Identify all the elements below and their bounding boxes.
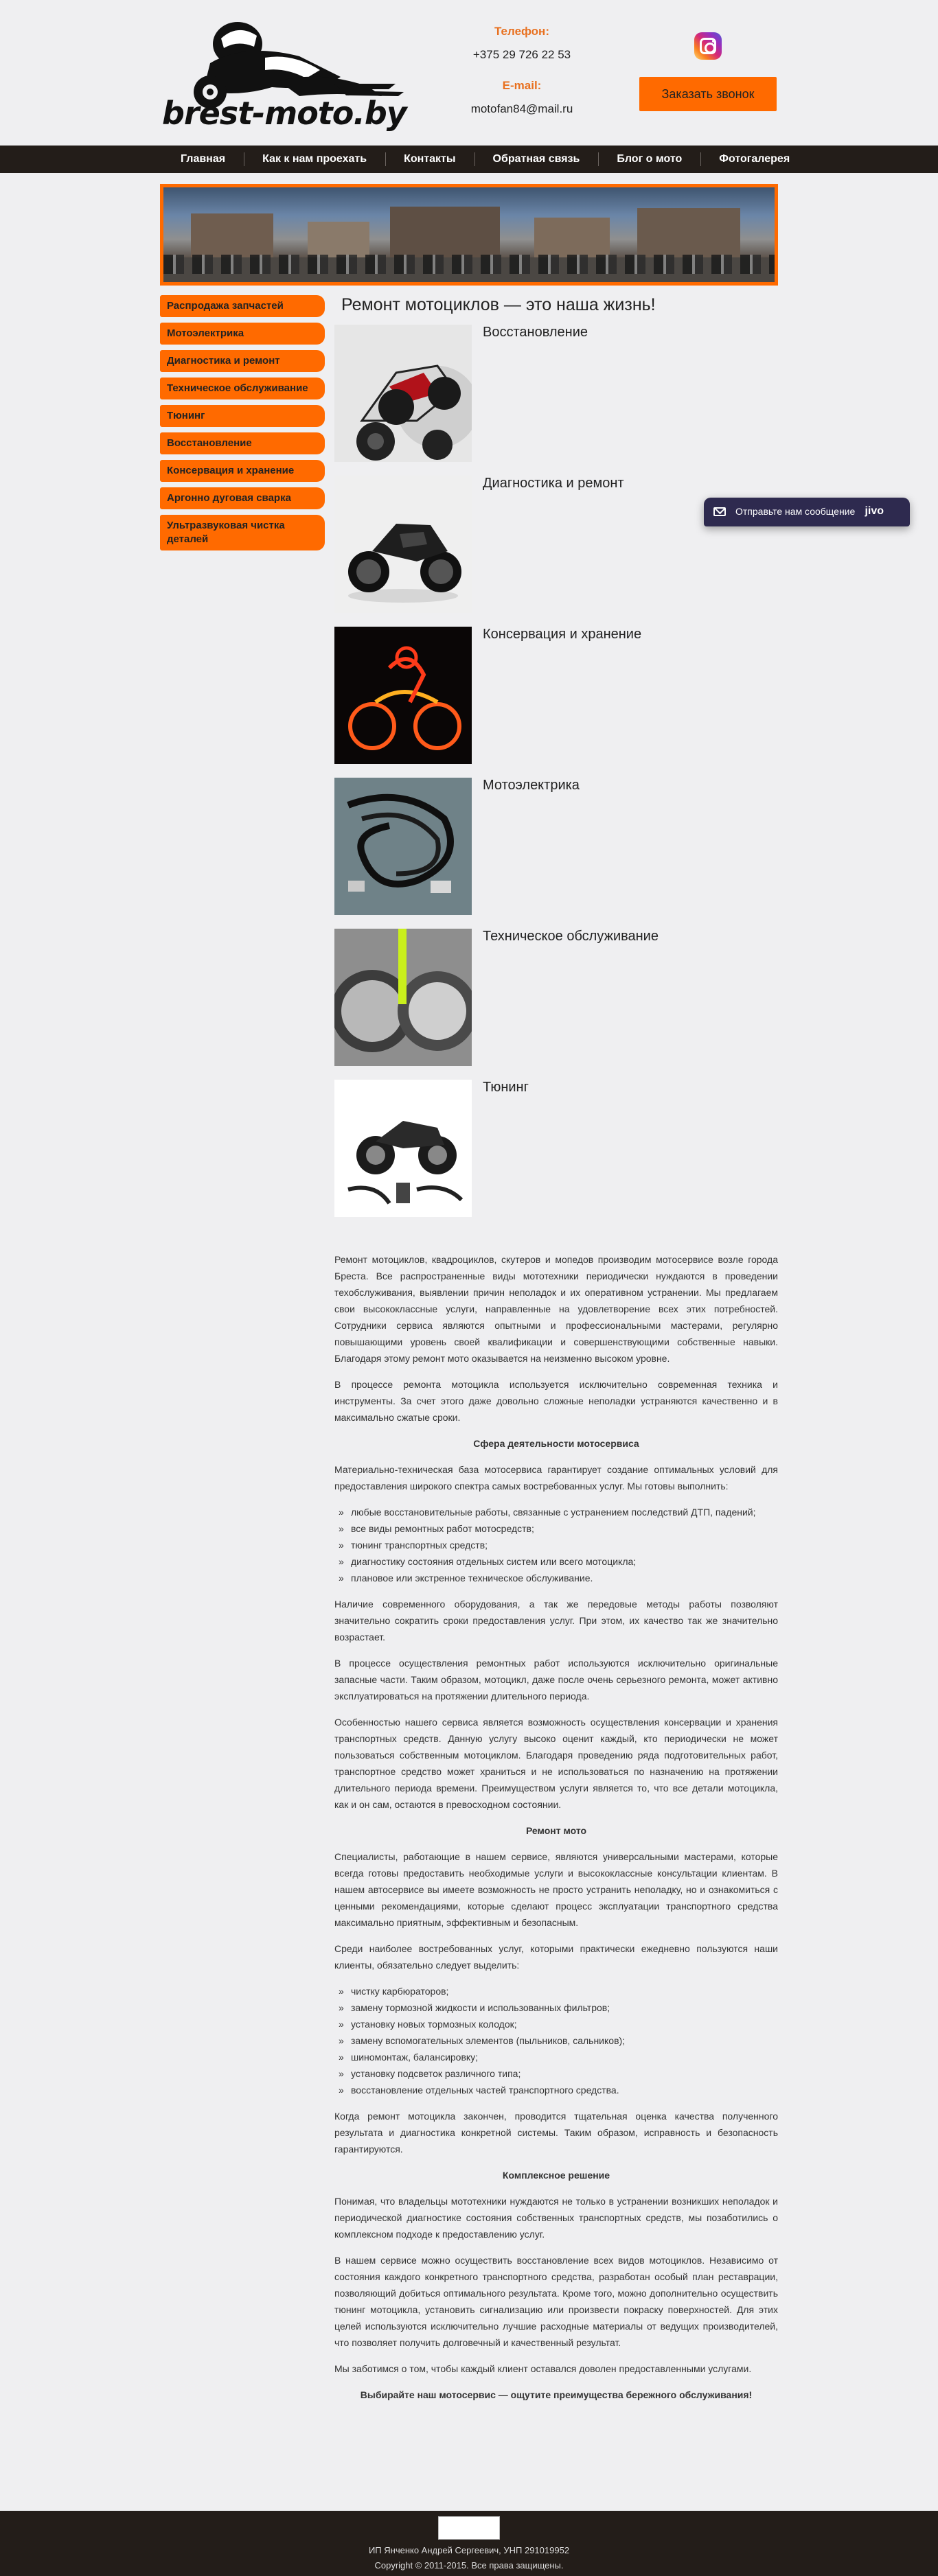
- popular-services-list: [334, 1983, 778, 2098]
- sidebar-item-argon-welding[interactable]: Аргонно дуговая сварка: [160, 487, 325, 509]
- email-address[interactable]: motofan84@mail.ru: [470, 102, 573, 115]
- main-content: [334, 295, 778, 2413]
- service-title[interactable]: Диагностика и ремонт: [483, 476, 624, 491]
- sidebar-item-tuning[interactable]: Тюнинг: [160, 405, 325, 427]
- service-card[interactable]: [334, 627, 778, 778]
- header-banner-image: [160, 184, 778, 286]
- list-item: » плановое или экстренное техническое обслуживание.: [348, 1570, 778, 1586]
- phone-number[interactable]: +375 29 726 22 53: [472, 48, 571, 61]
- closing-slogan: Выбирайте наш мотосервис — ощутите преимущества бережного обслуживания!: [360, 2389, 753, 2400]
- paragraph: Особенностью нашего сервиса является возможность осуществления консервации и хранения транспортных средств. Данную услугу высоко оценит каждый, кто периодически не может пользоваться собственным мотоциклом. Благодаря проведению ряда подготовительных работ, транспортное средство может храниться и не использоваться по назначению на протяжении длительного периода времени. Преимуществом услуги является то, что все детали мотоцикла, как и он сам, остаются в превосходном состоянии.: [334, 1717, 778, 1810]
- list-item: » диагностику состояния отдельных систем или всего мотоцикла;: [348, 1553, 778, 1570]
- nav-item-contacts[interactable]: Контакты: [385, 146, 474, 173]
- list-item: » все виды ремонтных работ мотосредств;: [348, 1520, 778, 1537]
- paragraph: Материально-техническая база мотосервиса гарантирует создание оптимальных условий для предоставления широкого спектра самых востребованных услуг. Мы готовы выполнить:: [334, 1464, 778, 1492]
- section-heading: Комплексное решение: [502, 2170, 610, 2181]
- sidebar-item-maintenance[interactable]: Техническое обслуживание: [160, 378, 325, 399]
- site-logo[interactable]: [162, 15, 407, 132]
- jivo-chat-widget[interactable]: [704, 498, 910, 526]
- list-item: » замену вспомогательных элементов (пыльников, сальников);: [348, 2032, 778, 2049]
- chat-brand: jivo: [865, 505, 884, 517]
- nav-item-blog[interactable]: Блог о мото: [598, 146, 700, 173]
- company-info: ИП Янченко Андрей Сергеевич, УНП 291019952: [368, 2545, 570, 2555]
- service-image-tuning[interactable]: [334, 1080, 472, 1217]
- list-item: » шиномонтаж, балансировку;: [348, 2049, 778, 2065]
- page-title: Ремонт мотоциклов — это наша жизнь!: [341, 295, 656, 314]
- section-heading: Сфера деятельности мотосервиса: [473, 1438, 639, 1449]
- sidebar-item-parts-sale[interactable]: Распродажа запчастей: [160, 295, 325, 317]
- logo-text: brest-moto.by: [162, 95, 407, 132]
- nav-item-directions[interactable]: Как к нам проехать: [244, 146, 385, 173]
- envelope-icon: [713, 507, 726, 516]
- list-item: » замену тормозной жидкости и использованных фильтров;: [348, 1999, 778, 2016]
- nav-item-feedback[interactable]: Обратная связь: [474, 146, 599, 173]
- header: [0, 0, 938, 146]
- list-item: » установку новых тормозных колодок;: [348, 2016, 778, 2032]
- footer: [0, 2511, 938, 2576]
- nav-item-home[interactable]: Главная: [181, 153, 226, 165]
- paragraph: В нашем сервисе можно осуществить восстановление всех видов мотоциклов. Независимо от состояния каждого конкретного транспортного средства, разработан особый план реставрации, позволяющий добиться оптимального результата. Кроме того, можно дополнительно осуществить тюнинг мотоцикла, установить сигнализацию или произвести покраску поверхностей. Для этих целей используются исключительно лучшие расходные материалы от ведущих производителей, что позволяет получить долговечный и качественный результат.: [334, 2255, 778, 2348]
- paragraph: Понимая, что владельцы мототехники нуждаются не только в устранении возникших неполадок и периодической диагностике состояния собственных транспортных средств, мы позаботились о комплексном подходе к предоставлению услуг.: [334, 2196, 778, 2240]
- nav-item-gallery[interactable]: Фотогалерея: [700, 146, 808, 173]
- chat-label: Отправьте нам сообщение: [735, 506, 856, 517]
- service-image-electrics[interactable]: [334, 778, 472, 915]
- sidebar-item-moto-electrics[interactable]: Мотоэлектрика: [160, 323, 325, 345]
- paragraph: Специалисты, работающие в нашем сервисе, являются универсальными мастерами, которые всегда готовы предоставить необходимые услуги и высококлассные консультации клиентам. В нашем автосервисе вы имеете возможность не просто устранить неполадку, но и ознакомиться с ценными рекомендациями, которые сделают процесс эксплуатации транспортного средства максимально приятным, эффективным и безопасным.: [334, 1851, 778, 1928]
- paragraph: В процессе осуществления ремонтных работ используются исключительно оригинальные запасные части. Таким образом, мотоцикл, даже после очень серьезного ремонта, может активно эксплуатироваться на протяжении длительного периода.: [334, 1658, 778, 1702]
- instagram-icon[interactable]: [694, 32, 722, 60]
- email-block: [439, 79, 604, 116]
- paragraph: Мы заботимся о том, чтобы каждый клиент оставался доволен предоставленными услугами.: [334, 2363, 752, 2374]
- paragraph: Среди наиболее востребованных услуг, которыми практически ежедневно пользуются наши клиенты, обязательно следует выделить:: [334, 1943, 778, 1971]
- article-text: [334, 1251, 778, 2403]
- paragraph: Когда ремонт мотоцикла закончен, проводится тщательная оценка качества полученного результата и диагностика конкретной системы. Таким образом, исправность и безопасность гарантируются.: [334, 2111, 778, 2155]
- service-title[interactable]: Техническое обслуживание: [483, 929, 659, 944]
- paragraph: Ремонт мотоциклов, квадроциклов, скутеров и мопедов производим мотосервисе возле города Бреста. Все распространенные виды мототехники периодически нуждаются в проведении техобслуживания, выявлении причин неполадок и их оперативном устранении. Мы предлагаем свои высококлассные услуги, направленные на удовлетворение всех этих потребностей. Сотрудники сервиса являются опытными и профессиональными мастерами, регулярно повышающими уровень своей квалификации и совершенствующими собственные навыки. Благодаря этому ремонт мото оказывается на неизменно высоком уровне.: [334, 1254, 778, 1364]
- sidebar-item-ultrasonic-cleaning[interactable]: Ультразвуковая чистка деталей: [160, 515, 325, 550]
- order-callback-button[interactable]: Заказать звонок: [639, 77, 777, 111]
- main-nav: [0, 146, 938, 173]
- service-title[interactable]: Восстановление: [483, 325, 588, 340]
- phone-label: Телефон:: [494, 25, 549, 38]
- service-title[interactable]: Мотоэлектрика: [483, 778, 580, 793]
- service-image-diagnostics[interactable]: [334, 476, 472, 613]
- sidebar-menu: [160, 295, 325, 556]
- counter-badge-image[interactable]: [438, 2516, 500, 2540]
- email-label: E-mail:: [502, 79, 542, 92]
- sidebar-item-storage[interactable]: Консервация и хранение: [160, 460, 325, 482]
- list-item: » установку подсветок различного типа;: [348, 2065, 778, 2082]
- paragraph: В процессе ремонта мотоцикла используется исключительно современная техника и инструменты. За счет этого даже довольно сложные неполадки устраняются качественно и в максимально сжатые сроки.: [334, 1379, 778, 1423]
- list-item: » чистку карбюраторов;: [348, 1983, 778, 1999]
- service-image-maintenance[interactable]: [334, 929, 472, 1066]
- service-card[interactable]: [334, 929, 778, 1080]
- service-image-restoration[interactable]: [334, 325, 472, 462]
- services-list: [334, 1504, 778, 1586]
- sidebar-item-diagnostics[interactable]: Диагностика и ремонт: [160, 350, 325, 372]
- list-item: » тюнинг транспортных средств;: [348, 1537, 778, 1553]
- sidebar-item-restoration[interactable]: Восстановление: [160, 432, 325, 454]
- service-title[interactable]: Консервация и хранение: [483, 627, 642, 642]
- section-heading: Ремонт мото: [525, 1825, 587, 1836]
- service-card[interactable]: [334, 1080, 778, 1231]
- paragraph: Наличие современного оборудования, а так же передовые методы работы позволяют значительно сократить сроки предоставления услуг. При этом, их качество так же значительно возрастает.: [334, 1599, 778, 1643]
- copyright: Copyright © 2011-2015. Все права защищены.: [374, 2560, 564, 2571]
- service-card[interactable]: [334, 778, 778, 929]
- list-item: » любые восстановительные работы, связанные с устранением последствий ДТП, падений;: [348, 1504, 778, 1520]
- service-card[interactable]: [334, 325, 778, 476]
- list-item: » восстановление отдельных частей транспортного средства.: [348, 2082, 778, 2098]
- service-title[interactable]: Тюнинг: [483, 1080, 529, 1095]
- service-image-storage[interactable]: [334, 627, 472, 764]
- phone-block: [439, 25, 604, 62]
